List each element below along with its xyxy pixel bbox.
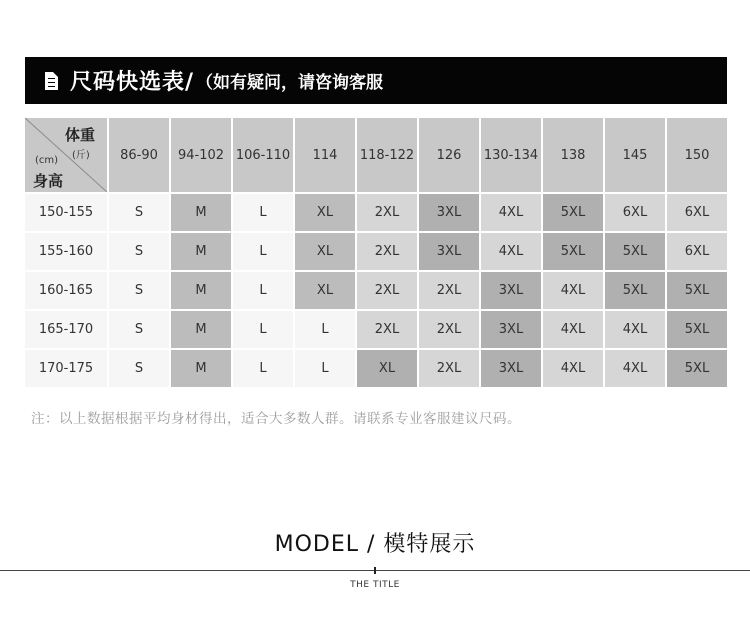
table-row bbox=[25, 272, 729, 311]
size-cell: L bbox=[295, 350, 357, 389]
size-cell: 2XL bbox=[357, 311, 419, 350]
size-cell: L bbox=[233, 350, 295, 389]
size-cell: 2XL bbox=[357, 194, 419, 233]
size-cell: 2XL bbox=[357, 272, 419, 311]
size-note: 注：以上数据根据平均身材得出，适合大多数人群。请联系专业客服建议尺码。 bbox=[31, 411, 521, 427]
height-cell: 150-155 bbox=[25, 194, 109, 233]
size-cell: 2XL bbox=[419, 272, 481, 311]
height-cell: 170-175 bbox=[25, 350, 109, 389]
table-row bbox=[25, 350, 729, 389]
size-cell: L bbox=[233, 233, 295, 272]
size-cell: 4XL bbox=[543, 272, 605, 311]
size-cell: XL bbox=[295, 194, 357, 233]
size-cell: 4XL bbox=[543, 350, 605, 389]
size-cell: S bbox=[109, 233, 171, 272]
table-row bbox=[25, 233, 729, 272]
weight-header: 106-110 bbox=[233, 118, 295, 194]
height-unit: (cm) bbox=[35, 155, 59, 166]
size-cell: S bbox=[109, 272, 171, 311]
size-cell: 3XL bbox=[481, 350, 543, 389]
size-chart-table bbox=[25, 118, 729, 389]
size-cell: M bbox=[171, 194, 233, 233]
size-cell: 2XL bbox=[357, 233, 419, 272]
size-cell: 5XL bbox=[543, 233, 605, 272]
table-row bbox=[25, 311, 729, 350]
size-cell: 4XL bbox=[481, 194, 543, 233]
size-cell: 5XL bbox=[543, 194, 605, 233]
weight-header: 94-102 bbox=[171, 118, 233, 194]
weight-header: 118-122 bbox=[357, 118, 419, 194]
size-cell: M bbox=[171, 233, 233, 272]
corner-cell bbox=[25, 118, 109, 194]
size-cell: L bbox=[295, 311, 357, 350]
document-icon bbox=[45, 72, 58, 90]
height-cell: 160-165 bbox=[25, 272, 109, 311]
weight-header: 150 bbox=[667, 118, 729, 194]
size-cell: XL bbox=[295, 272, 357, 311]
size-cell: XL bbox=[295, 233, 357, 272]
size-cell: 6XL bbox=[605, 194, 667, 233]
table-header-row bbox=[25, 118, 729, 194]
height-label: 身高 bbox=[33, 172, 64, 190]
size-cell: S bbox=[109, 311, 171, 350]
size-cell: 5XL bbox=[667, 311, 729, 350]
size-cell: M bbox=[171, 350, 233, 389]
height-cell: 165-170 bbox=[25, 311, 109, 350]
header-banner bbox=[25, 57, 727, 104]
size-cell: S bbox=[109, 194, 171, 233]
weight-unit: (斤) bbox=[72, 150, 90, 161]
weight-header: 130-134 bbox=[481, 118, 543, 194]
height-cell: 155-160 bbox=[25, 233, 109, 272]
size-cell: XL bbox=[357, 350, 419, 389]
size-cell: L bbox=[233, 311, 295, 350]
weight-header: 86-90 bbox=[109, 118, 171, 194]
size-cell: 4XL bbox=[605, 311, 667, 350]
size-cell: 6XL bbox=[667, 233, 729, 272]
size-cell: 4XL bbox=[543, 311, 605, 350]
size-cell: 5XL bbox=[667, 350, 729, 389]
size-cell: 5XL bbox=[605, 272, 667, 311]
header-title: 尺码快选表/ bbox=[70, 70, 195, 95]
weight-header: 138 bbox=[543, 118, 605, 194]
size-cell: 3XL bbox=[481, 311, 543, 350]
size-cell: 5XL bbox=[605, 233, 667, 272]
size-cell: 4XL bbox=[481, 233, 543, 272]
size-cell: S bbox=[109, 350, 171, 389]
size-cell: L bbox=[233, 272, 295, 311]
header-subtitle: （如有疑问，请咨询客服 bbox=[196, 73, 384, 93]
table-row bbox=[25, 194, 729, 233]
weight-header: 114 bbox=[295, 118, 357, 194]
size-cell: M bbox=[171, 272, 233, 311]
size-cell: 5XL bbox=[667, 272, 729, 311]
size-cell: 4XL bbox=[605, 350, 667, 389]
size-cell: L bbox=[233, 194, 295, 233]
size-cell: 3XL bbox=[481, 272, 543, 311]
size-cell: M bbox=[171, 311, 233, 350]
weight-label: 体重 bbox=[65, 126, 96, 144]
weight-header: 126 bbox=[419, 118, 481, 194]
size-cell: 2XL bbox=[419, 311, 481, 350]
section-title: MODEL / 模特展示 bbox=[274, 532, 476, 557]
divider-tick bbox=[374, 567, 376, 574]
size-cell: 6XL bbox=[667, 194, 729, 233]
section-caption: THE TITLE bbox=[350, 580, 400, 590]
size-cell: 3XL bbox=[419, 194, 481, 233]
weight-header: 145 bbox=[605, 118, 667, 194]
size-cell: 2XL bbox=[419, 350, 481, 389]
size-cell: 3XL bbox=[419, 233, 481, 272]
